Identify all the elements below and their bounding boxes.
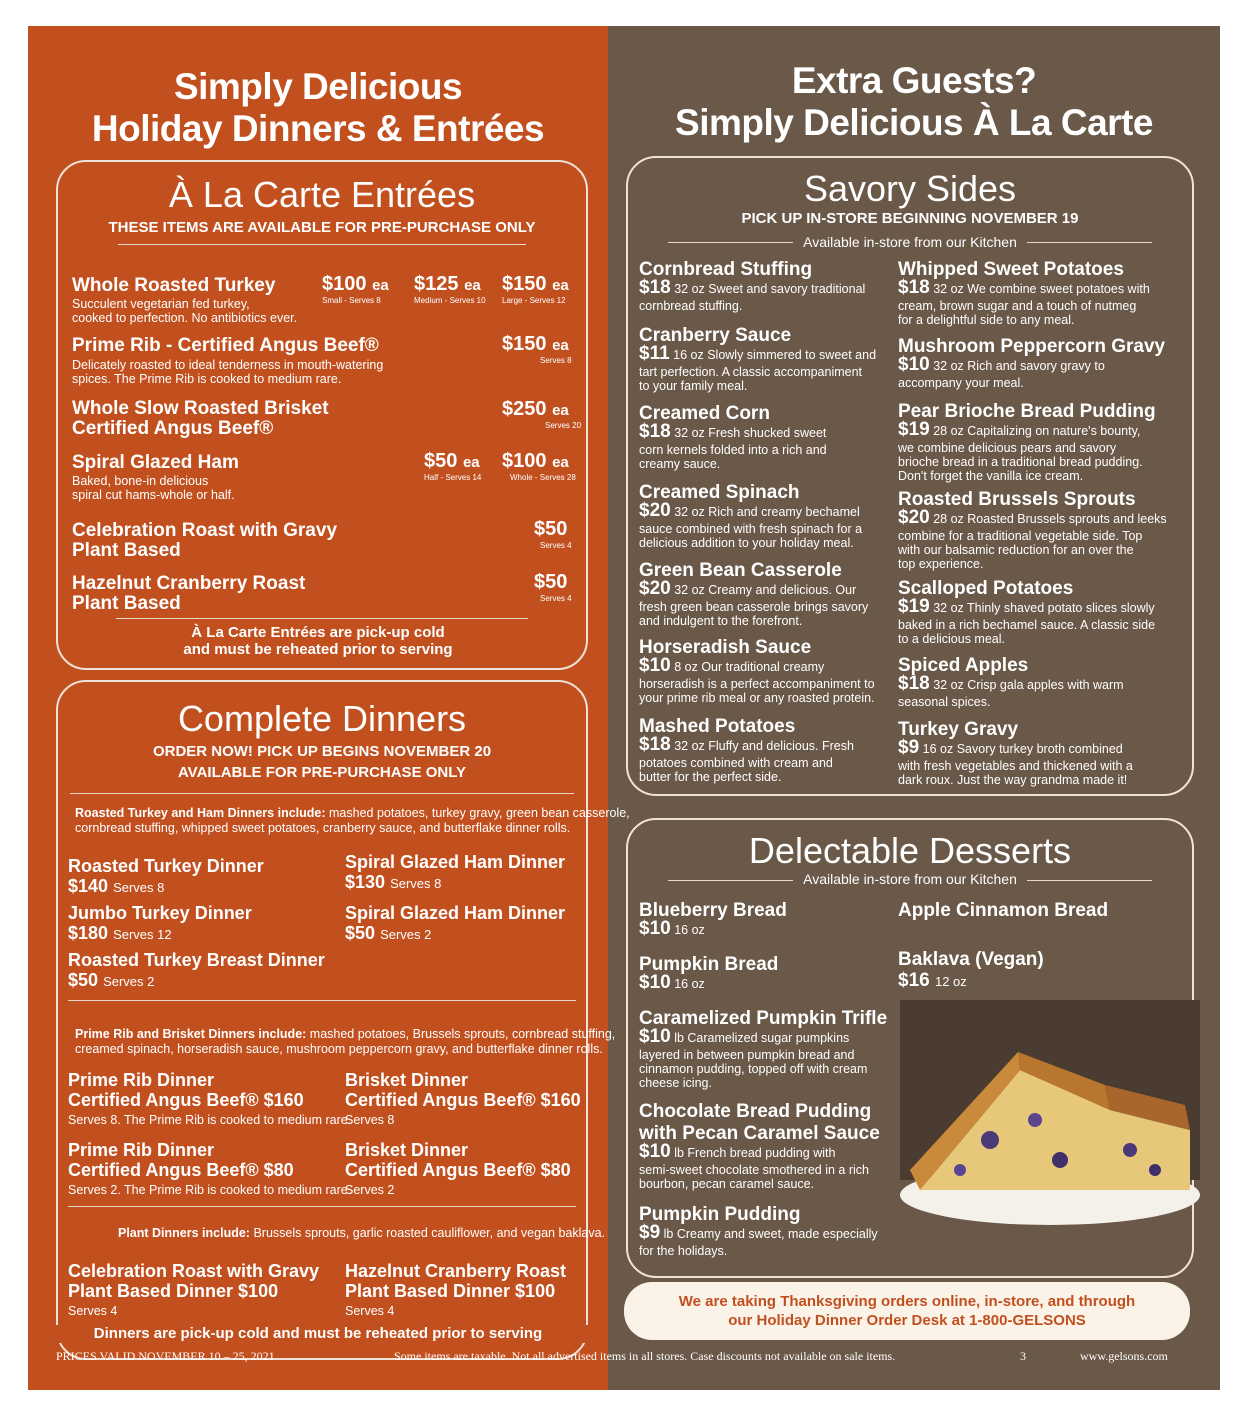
dessert-price: $10 xyxy=(639,1026,671,1047)
dessert-name: Baklava (Vegan) xyxy=(898,949,1044,970)
side-desc: cornbread stuffing. xyxy=(639,299,743,313)
dinner-name: Celebration Roast with Gravy xyxy=(68,1261,320,1281)
footer-website[interactable]: www.gelsons.com xyxy=(1080,1349,1168,1363)
dinner-name: Hazelnut Cranberry Roast xyxy=(345,1261,567,1281)
dinners-include-text: Roasted Turkey and Ham Dinners include: mashed potatoes, turkey gravy, green bean casserole, xyxy=(75,806,630,820)
entree-name: Whole Slow Roasted Brisket xyxy=(72,398,329,419)
side-name: Creamed Spinach xyxy=(639,482,800,503)
entree-desc: Baked, bone-in delicious xyxy=(72,474,209,488)
side-desc: butter for the perfect side. xyxy=(639,770,782,784)
entree-name: Celebration Roast with Gravy xyxy=(72,520,338,541)
entrees-subtitle: THESE ITEMS ARE AVAILABLE FOR PRE-PURCHASE ONLY xyxy=(108,219,536,236)
dessert-name: Pumpkin Bread xyxy=(639,954,779,975)
dinner-name: Spiral Glazed Ham Dinner xyxy=(345,903,566,923)
side-price-line xyxy=(898,673,1124,694)
side-desc: sauce combined with fresh spinach for a xyxy=(639,522,863,536)
side-desc: tart perfection. A classic accompaniment xyxy=(639,365,863,379)
side-size: 28 oz xyxy=(933,424,964,438)
entree-price: $150 ea xyxy=(502,273,569,295)
dinner-serves: Serves 8. The Prime Rib is cooked to medium rare. xyxy=(68,1113,352,1127)
dinner-name-line2: Plant Based Dinner $100 xyxy=(345,1281,556,1301)
side-desc: dark roux. Just the way grandma made it! xyxy=(898,773,1128,787)
dinner-price: $140 Serves 8 xyxy=(68,876,165,896)
side-size: 32 oz xyxy=(933,601,964,615)
side-desc: Crisp gala apples with warm xyxy=(967,678,1124,692)
entree-size: Large - Serves 12 xyxy=(502,296,566,305)
divider xyxy=(68,1000,576,1001)
side-price-line xyxy=(639,578,857,599)
entrees-title: À La Carte Entrées xyxy=(168,174,476,215)
side-price-line xyxy=(639,655,825,676)
dessert-desc: French bread pudding with xyxy=(687,1146,836,1160)
banner-line: our Holiday Dinner Order Desk at 1-800-GELSONS xyxy=(728,1312,1086,1329)
dinner-price: $130 Serves 8 xyxy=(345,872,442,892)
entree-size: Half - Serves 14 xyxy=(424,473,482,482)
side-price: $19 xyxy=(898,596,930,617)
side-name: Mushroom Peppercorn Gravy xyxy=(898,336,1166,357)
side-desc: fresh green bean casserole brings savory xyxy=(639,600,869,614)
entree-name: Spiral Glazed Ham xyxy=(72,452,239,473)
footer-page-number: 3 xyxy=(1020,1349,1026,1363)
divider xyxy=(116,618,528,619)
entree-price: $100 ea xyxy=(322,273,389,295)
side-price-line xyxy=(898,596,1155,617)
dinner-name: Prime Rib Dinner xyxy=(68,1140,215,1160)
side-size: 28 oz xyxy=(933,512,964,526)
entree-desc: Delicately roasted to ideal tenderness in mouth-watering xyxy=(72,358,384,372)
entree-price: $100 ea xyxy=(502,450,569,472)
side-name: Creamed Corn xyxy=(639,403,770,424)
dessert-size: 16 oz xyxy=(674,923,705,937)
side-desc: top experience. xyxy=(898,557,984,571)
side-desc: Don't forget the vanilla ice cream. xyxy=(898,469,1084,483)
sides-subtitle: PICK UP IN-STORE BEGINNING NOVEMBER 19 xyxy=(741,210,1079,227)
entrees-note: and must be reheated prior to serving xyxy=(183,641,453,658)
side-size: 32 oz xyxy=(674,505,705,519)
dinner-serves: Serves 4 xyxy=(68,1304,118,1318)
entree-size: Small - Serves 8 xyxy=(322,296,381,305)
entree-name-line2: Certified Angus Beef® xyxy=(72,418,274,439)
dessert-price-line xyxy=(639,1141,836,1162)
side-price: $10 xyxy=(639,655,671,676)
side-desc: Capitalizing on nature's bounty, xyxy=(967,424,1141,438)
dessert-desc: Caramelized sugar pumpkins xyxy=(687,1031,850,1045)
side-name: Green Bean Casserole xyxy=(639,560,842,581)
dinner-name: Brisket Dinner xyxy=(345,1140,469,1160)
entree-name-line2: Plant Based xyxy=(72,540,181,561)
entree-name-line2: Plant Based xyxy=(72,593,181,614)
side-desc: brioche bread in a traditional bread pudding. xyxy=(898,455,1143,469)
sides-title: Savory Sides xyxy=(803,168,1017,209)
side-price: $18 xyxy=(898,277,930,298)
side-desc: with fresh vegetables and thickened with a xyxy=(898,759,1133,773)
banner-line: We are taking Thanksgiving orders online, in-store, and through xyxy=(678,1293,1136,1310)
dinners-include-text: creamed spinach, horseradish sauce, mushroom peppercorn gravy, and butterflake dinner rolls. xyxy=(75,1042,603,1056)
side-desc: accompany your meal. xyxy=(898,376,1024,390)
dinner-price: $50 Serves 2 xyxy=(345,923,432,943)
footer-valid: PRICES VALID NOVEMBER 10 – 25, 2021 xyxy=(56,1349,275,1363)
left-title-line1: Simply Delicious xyxy=(173,66,463,107)
entree-price: $125 ea xyxy=(414,273,481,295)
side-size: 32 oz xyxy=(674,583,705,597)
entree-size: Whole - Serves 28 xyxy=(510,473,576,482)
dinner-price: $50 Serves 2 xyxy=(68,970,155,990)
side-name: Whipped Sweet Potatoes xyxy=(898,259,1124,280)
side-desc: delicious addition to your holiday meal. xyxy=(639,536,854,550)
side-desc: Rich and savory gravy to xyxy=(967,359,1105,373)
dinners-include-text: Plant Dinners include: Brussels sprouts, garlic roasted cauliflower, and vegan baklava. xyxy=(118,1226,606,1240)
dinners-subtitle: ORDER NOW! PICK UP BEGINS NOVEMBER 20 xyxy=(152,743,492,760)
side-desc: horseradish is a perfect accompaniment to xyxy=(639,677,875,691)
dessert-price-line xyxy=(639,1026,850,1047)
dessert-desc: Creamy and sweet, made especially xyxy=(676,1227,878,1241)
side-desc: Roasted Brussels sprouts and leeks xyxy=(967,512,1167,526)
entree-name: Hazelnut Cranberry Roast xyxy=(72,573,306,594)
side-price: $20 xyxy=(639,578,671,599)
side-price-line xyxy=(639,343,877,364)
side-desc: potatoes combined with cream and xyxy=(639,756,833,770)
side-size: 16 oz xyxy=(673,348,704,362)
order-banner xyxy=(624,1282,1190,1340)
dinner-serves: Serves 8 xyxy=(345,1113,395,1127)
side-desc: baked in a rich bechamel sauce. A classic side xyxy=(898,618,1156,632)
side-price: $18 xyxy=(639,421,671,442)
side-size: 32 oz xyxy=(674,426,705,440)
entree-size: Serves 8 xyxy=(540,356,572,365)
dinners-note: Dinners are pick-up cold and must be reheated prior to serving xyxy=(28,1325,608,1343)
right-title-line1: Extra Guests? xyxy=(791,60,1037,101)
divider xyxy=(70,793,574,794)
dessert-price: $10 xyxy=(639,918,671,939)
side-desc: Fresh shucked sweet xyxy=(708,426,827,440)
entree-price: $50 xyxy=(534,518,568,540)
side-price-line xyxy=(898,277,1150,298)
side-price: $20 xyxy=(898,507,930,528)
side-price-line xyxy=(639,277,866,298)
dessert-name: Blueberry Bread xyxy=(639,900,787,921)
dessert-name: Chocolate Bread Pudding xyxy=(639,1101,872,1122)
dessert-name: Pumpkin Pudding xyxy=(639,1204,801,1225)
dessert-price: $10 xyxy=(639,1141,671,1162)
side-size: 32 oz xyxy=(933,282,964,296)
side-desc: cream, brown sugar and a touch of nutmeg xyxy=(898,299,1137,313)
dinner-name-line2: Certified Angus Beef® $80 xyxy=(345,1160,571,1180)
dessert-size: lb xyxy=(674,1146,684,1160)
entree-size: Medium - Serves 10 xyxy=(414,296,486,305)
entree-desc: spiral cut hams-whole or half. xyxy=(72,488,235,502)
entree-price: $50 ea xyxy=(424,450,480,472)
side-desc: your prime rib meal or any roasted protein. xyxy=(639,691,875,705)
side-desc: Sweet and savory traditional xyxy=(708,282,866,296)
dessert-desc: bourbon, pecan caramel sauce. xyxy=(639,1177,815,1191)
divider xyxy=(68,1206,576,1207)
side-size: 16 oz xyxy=(922,742,954,756)
dessert-name-line2: with Pecan Caramel Sauce xyxy=(639,1123,880,1144)
dinner-name: Prime Rib Dinner xyxy=(68,1070,215,1090)
side-desc: seasonal spices. xyxy=(898,695,991,709)
side-desc: to a delicious meal. xyxy=(898,632,1006,646)
dessert-price: $10 xyxy=(639,972,671,993)
dinner-name-line2: Certified Angus Beef® $80 xyxy=(68,1160,294,1180)
dessert-desc: semi-sweet chocolate smothered in a rich xyxy=(639,1163,869,1177)
dessert-desc: for the holidays. xyxy=(639,1244,728,1258)
side-price: $10 xyxy=(898,354,930,375)
side-desc: Thinly shaved potato slices slowly xyxy=(967,601,1155,615)
side-name: Horseradish Sauce xyxy=(639,637,812,658)
side-price: $19 xyxy=(898,419,930,440)
side-name: Scalloped Potatoes xyxy=(898,578,1074,599)
side-size: 8 oz xyxy=(674,660,698,674)
entree-size: Serves 20 xyxy=(545,421,582,430)
entree-price: $50 xyxy=(534,571,568,593)
side-price-line xyxy=(898,419,1141,440)
side-name: Pear Brioche Bread Pudding xyxy=(898,401,1156,422)
dinners-title: Complete Dinners xyxy=(177,698,467,739)
dinners-include-text: Prime Rib and Brisket Dinners include: mashed potatoes, Brussels sprouts, cornbread stuffing, xyxy=(75,1027,616,1041)
dessert-desc: cinnamon pudding, topped off with cream xyxy=(639,1062,868,1076)
side-price-line xyxy=(639,421,827,442)
side-name: Cranberry Sauce xyxy=(639,325,792,346)
sides-availability: Available in-store from our Kitchen xyxy=(793,234,1027,250)
divider xyxy=(118,244,526,245)
dinner-serves: Serves 2 xyxy=(345,1183,395,1197)
entree-size: Serves 4 xyxy=(540,594,572,603)
side-desc: Savory turkey broth combined xyxy=(956,742,1123,756)
side-price-line xyxy=(898,737,1123,758)
side-size: 32 oz xyxy=(933,678,964,692)
dinner-name-line2: Certified Angus Beef® $160 xyxy=(68,1090,304,1110)
side-price: $18 xyxy=(898,673,930,694)
dinners-subtitle: AVAILABLE FOR PRE-PURCHASE ONLY xyxy=(177,764,467,781)
side-size: 32 oz xyxy=(933,359,964,373)
dessert-price: $9 xyxy=(639,1222,661,1243)
entree-desc: cooked to perfection. No antibiotics ever. xyxy=(72,311,298,325)
side-desc: corn kernels folded into a rich and xyxy=(639,443,827,457)
side-price-line xyxy=(639,500,860,521)
entrees-note: À La Carte Entrées are pick-up cold xyxy=(191,624,445,641)
dinner-price: $180 Serves 12 xyxy=(68,923,172,943)
dessert-price-line xyxy=(639,1222,878,1243)
pumpkin-bread-image xyxy=(900,1000,1200,1230)
side-price: $9 xyxy=(898,737,920,758)
dinner-name-line2: Certified Angus Beef® $160 xyxy=(345,1090,581,1110)
side-name: Cornbread Stuffing xyxy=(639,259,813,280)
entree-desc: Succulent vegetarian fed turkey, xyxy=(72,297,250,311)
entree-desc: spices. The Prime Rib is cooked to medium rare. xyxy=(72,372,342,386)
side-name: Roasted Brussels Sprouts xyxy=(898,489,1136,510)
dessert-price: $16 12 oz xyxy=(898,970,967,991)
dessert-name: Caramelized Pumpkin Trifle xyxy=(639,1008,888,1029)
dinner-name-line2: Plant Based Dinner $100 xyxy=(68,1281,279,1301)
dinner-name: Spiral Glazed Ham Dinner xyxy=(345,852,566,872)
dessert-size: 16 oz xyxy=(674,977,705,991)
dessert-size: lb xyxy=(663,1227,674,1241)
side-desc: Slowly simmered to sweet and xyxy=(707,348,877,362)
dinners-box xyxy=(56,680,588,1360)
dessert-name: Apple Cinnamon Bread xyxy=(898,900,1109,921)
side-desc: combine for a traditional vegetable side. Top xyxy=(898,529,1143,543)
dinner-name: Brisket Dinner xyxy=(345,1070,469,1090)
side-desc: Fluffy and delicious. Fresh xyxy=(708,739,854,753)
side-price-line xyxy=(898,507,1167,528)
dessert-price-line xyxy=(639,972,705,993)
entree-price: $250 ea xyxy=(502,398,569,420)
entree-name: Whole Roasted Turkey xyxy=(72,275,276,296)
entree-size: Serves 4 xyxy=(540,541,572,550)
side-desc: Creamy and delicious. Our xyxy=(708,583,857,597)
dinner-name: Roasted Turkey Breast Dinner xyxy=(68,950,325,970)
left-title-line2: Holiday Dinners & Entrées xyxy=(91,108,545,149)
side-desc: creamy sauce. xyxy=(639,457,721,471)
desserts-availability: Available in-store from our Kitchen xyxy=(793,871,1027,887)
side-desc: and indulgent to the forefront. xyxy=(639,614,803,628)
side-desc: We combine sweet potatoes with xyxy=(967,282,1150,296)
dessert-desc: cheese icing. xyxy=(639,1076,712,1090)
side-desc: for a delightful side to any meal. xyxy=(898,313,1075,327)
side-price-line xyxy=(639,734,854,755)
side-name: Turkey Gravy xyxy=(898,719,1019,740)
entree-name: Prime Rib - Certified Angus Beef® xyxy=(72,335,379,356)
side-price: $18 xyxy=(639,734,671,755)
entree-price: $150 ea xyxy=(502,333,569,355)
dinner-name: Roasted Turkey Dinner xyxy=(68,856,264,876)
footer-disclaimer: Some items are taxable. Not all advertised items in all stores. Case discounts not available on sale items. xyxy=(394,1349,896,1363)
side-price: $20 xyxy=(639,500,671,521)
desserts-title: Delectable Desserts xyxy=(748,830,1072,871)
side-price: $11 xyxy=(639,343,670,364)
dessert-size: lb xyxy=(674,1031,684,1045)
side-name: Spiced Apples xyxy=(898,655,1029,676)
dinners-include-text: cornbread stuffing, whipped sweet potatoes, cranberry sauce, and butterflake dinner rolls. xyxy=(75,821,571,835)
right-title-line2: Simply Delicious À La Carte xyxy=(675,102,1153,143)
side-desc: with our balsamic reduction for an over the xyxy=(898,543,1134,557)
side-name: Mashed Potatoes xyxy=(639,716,796,737)
side-price-line xyxy=(898,354,1105,375)
dinner-serves: Serves 2. The Prime Rib is cooked to medium rare. xyxy=(68,1183,352,1197)
side-desc: we combine delicious pears and savory xyxy=(898,441,1117,455)
side-price: $18 xyxy=(639,277,671,298)
side-desc: to your family meal. xyxy=(639,379,748,393)
dinner-name: Jumbo Turkey Dinner xyxy=(68,903,252,923)
dessert-desc: layered in between pumpkin bread and xyxy=(639,1048,855,1062)
dinner-serves: Serves 4 xyxy=(345,1304,395,1318)
side-size: 32 oz xyxy=(674,739,705,753)
dessert-price-line xyxy=(639,918,705,939)
side-desc: Our traditional creamy xyxy=(701,660,825,674)
side-size: 32 oz xyxy=(674,282,705,296)
side-desc: Rich and creamy bechamel xyxy=(708,505,860,519)
